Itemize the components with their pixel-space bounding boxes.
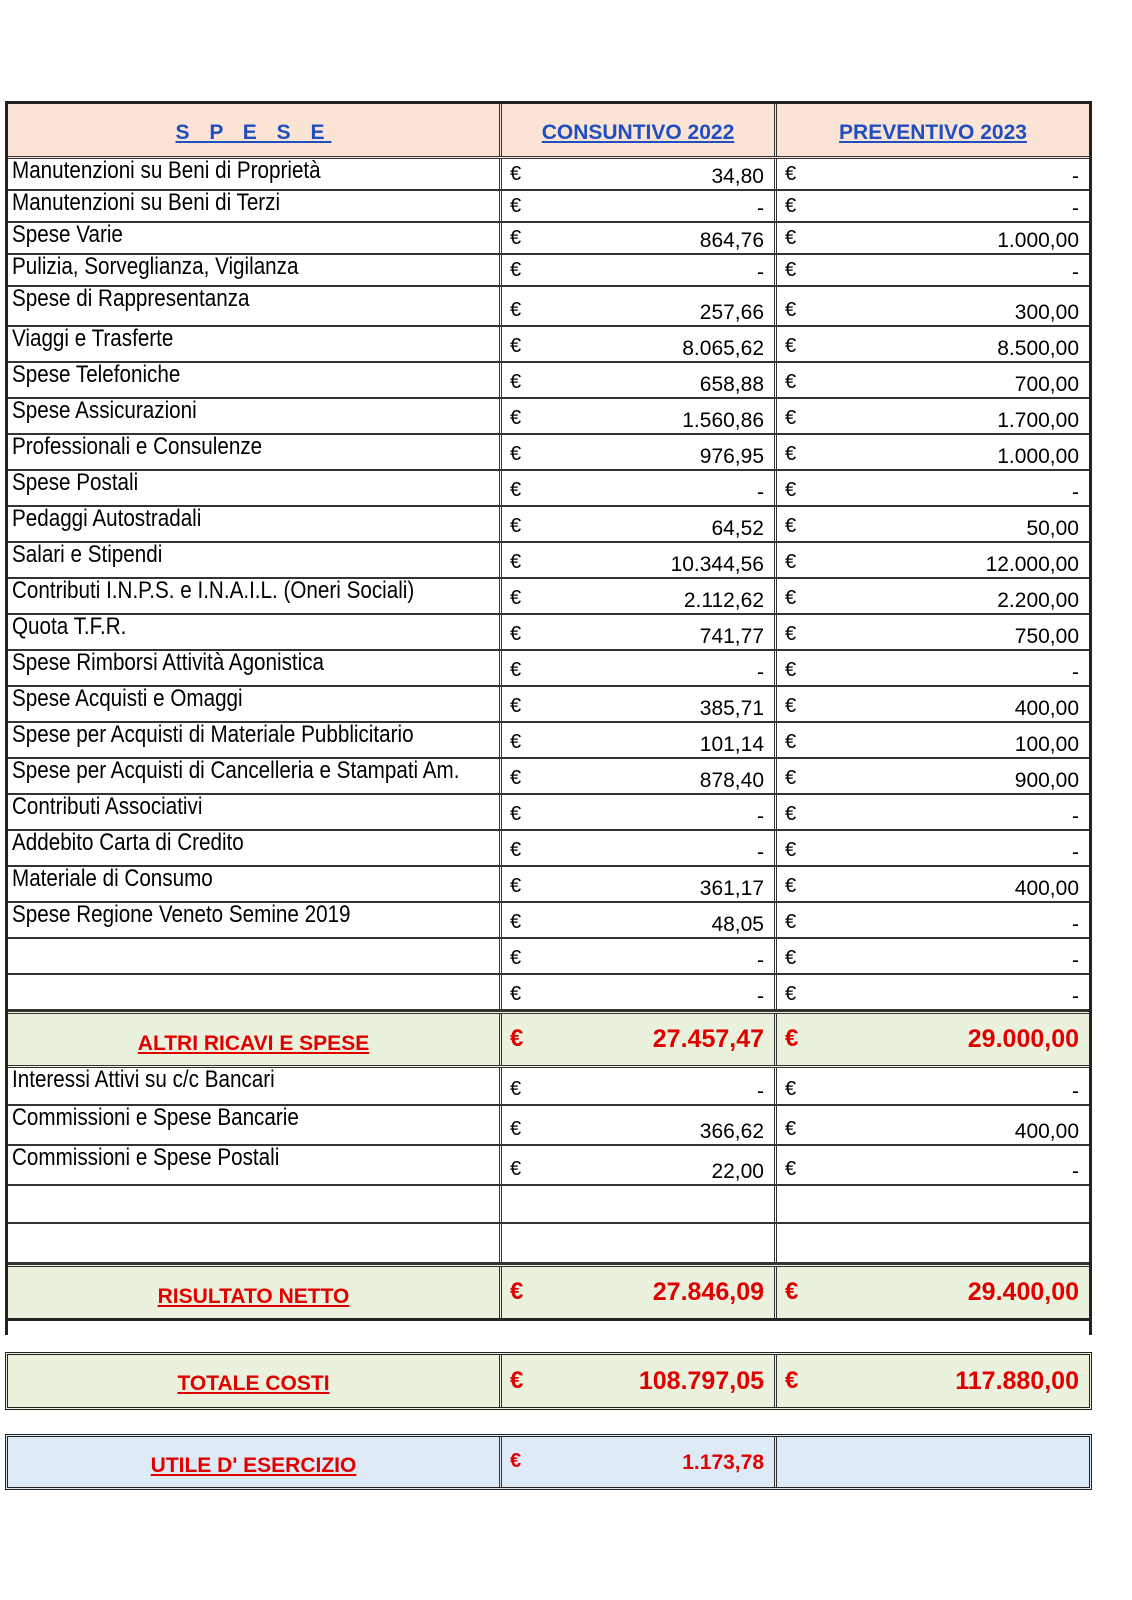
row-label: Professionali e Consulenze <box>12 435 263 460</box>
row-label: Interessi Attivi su c/c Bancari <box>12 1068 275 1093</box>
row-label: Pedaggi Autostradali <box>12 507 202 532</box>
spese-rows <box>8 159 1089 1011</box>
consuntivo-value: 976,95 <box>699 445 764 468</box>
euro-symbol: € <box>510 1025 524 1052</box>
euro-symbol: € <box>510 803 522 825</box>
consuntivo-value: 864,76 <box>699 229 764 252</box>
row-label: Commissioni e Spese Bancarie <box>12 1106 299 1131</box>
row-label: Pulizia, Sorveglianza, Vigilanza <box>12 255 299 280</box>
euro-symbol: € <box>785 1078 797 1100</box>
preventivo-value: 50,00 <box>1026 517 1079 540</box>
consuntivo-value: - <box>757 805 764 828</box>
row-label: Spese Acquisti e Omaggi <box>12 687 243 712</box>
row-label: Spese per Acquisti di Cancelleria e Stampati Am. <box>12 759 460 784</box>
euro-symbol: € <box>510 587 522 609</box>
utile-esercizio-row <box>5 1434 1092 1490</box>
euro-symbol: € <box>785 731 797 753</box>
preventivo-value: - <box>1072 841 1079 864</box>
row-label: Contributi I.N.P.S. e I.N.A.I.L. (Oneri Sociali) <box>12 579 415 604</box>
table-row <box>8 867 1089 903</box>
row-label: Commissioni e Spese Postali <box>12 1146 280 1171</box>
euro-symbol: € <box>510 1278 524 1305</box>
table-row <box>8 543 1089 579</box>
euro-symbol: € <box>510 623 522 645</box>
euro-symbol: € <box>785 623 797 645</box>
preventivo-value: 1.700,00 <box>997 409 1079 432</box>
euro-symbol: € <box>785 659 797 681</box>
euro-symbol: € <box>785 1118 797 1140</box>
preventivo-value: - <box>1072 805 1079 828</box>
preventivo-value: - <box>1072 261 1079 284</box>
totale-consuntivo: 108.797,05 <box>638 1367 764 1395</box>
risultato-label: RISULTATO NETTO <box>157 1285 350 1308</box>
table-row <box>8 327 1089 363</box>
preventivo-value: - <box>1072 1080 1079 1103</box>
euro-symbol: € <box>510 875 522 897</box>
table-row <box>8 191 1089 223</box>
table-row <box>8 507 1089 543</box>
preventivo-value: - <box>1072 661 1079 684</box>
euro-symbol: € <box>510 479 522 501</box>
consuntivo-value: 64,52 <box>711 517 764 540</box>
euro-symbol: € <box>785 983 797 1005</box>
euro-symbol: € <box>510 259 522 281</box>
preventivo-value: 400,00 <box>1014 1120 1079 1143</box>
row-label: Spese Assicurazioni <box>12 399 197 424</box>
preventivo-value: 300,00 <box>1014 301 1079 324</box>
euro-symbol: € <box>785 1025 799 1052</box>
table-row <box>8 615 1089 651</box>
totale-costi-row <box>5 1352 1092 1410</box>
totale-label: TOTALE COSTI <box>177 1372 330 1395</box>
row-label: Spese di Rappresentanza <box>12 287 250 312</box>
table-row <box>8 159 1089 191</box>
euro-symbol: € <box>510 839 522 861</box>
euro-symbol: € <box>510 371 522 393</box>
row-label: Materiale di Consumo <box>12 867 213 892</box>
preventivo-value: 700,00 <box>1014 373 1079 396</box>
euro-symbol: € <box>510 335 522 357</box>
euro-symbol: € <box>785 227 797 249</box>
table-row <box>8 287 1089 327</box>
table-row <box>8 471 1089 507</box>
table-row <box>8 1146 1089 1186</box>
consuntivo-value: 366,62 <box>699 1120 764 1143</box>
totale-preventivo: 117.880,00 <box>955 1367 1079 1395</box>
consuntivo-value: 2.112,62 <box>683 589 764 612</box>
euro-symbol: € <box>510 1158 522 1180</box>
euro-symbol: € <box>785 551 797 573</box>
table-row <box>8 687 1089 723</box>
risultato-consuntivo: 27.846,09 <box>652 1278 764 1306</box>
table-row <box>8 723 1089 759</box>
table-row <box>8 903 1089 939</box>
consuntivo-value: - <box>757 949 764 972</box>
euro-symbol: € <box>510 1078 522 1100</box>
preventivo-value: 100,00 <box>1014 733 1079 756</box>
preventivo-value: - <box>1072 197 1079 220</box>
table-row <box>8 939 1089 975</box>
preventivo-value: - <box>1072 1160 1079 1183</box>
euro-symbol: € <box>510 695 522 717</box>
consuntivo-value: 10.344,56 <box>670 553 764 576</box>
table-row <box>8 831 1089 867</box>
utile-label: UTILE D' ESERCIZIO <box>150 1454 357 1477</box>
euro-symbol: € <box>785 803 797 825</box>
consuntivo-value: - <box>757 261 764 284</box>
euro-symbol: € <box>510 407 522 429</box>
euro-symbol: € <box>785 695 797 717</box>
consuntivo-value: 1.560,86 <box>682 409 764 432</box>
preventivo-value: 750,00 <box>1014 625 1079 648</box>
consuntivo-value: 741,77 <box>699 625 764 648</box>
preventivo-value: 12.000,00 <box>985 553 1079 576</box>
preventivo-value: 400,00 <box>1014 877 1079 900</box>
consuntivo-value: - <box>757 197 764 220</box>
euro-symbol: € <box>785 443 797 465</box>
euro-symbol: € <box>510 731 522 753</box>
risultato-netto-row <box>8 1264 1089 1321</box>
table-row <box>8 399 1089 435</box>
table-row <box>8 579 1089 615</box>
table-row <box>8 975 1089 1011</box>
altri-ricavi-spese-row <box>8 1011 1089 1068</box>
euro-symbol: € <box>510 1118 522 1140</box>
euro-symbol: € <box>510 947 522 969</box>
preventivo-value: 1.000,00 <box>997 445 1079 468</box>
euro-symbol: € <box>510 983 522 1005</box>
row-label: Manutenzioni su Beni di Proprietà <box>12 159 321 184</box>
euro-symbol: € <box>510 1450 522 1472</box>
euro-symbol: € <box>785 479 797 501</box>
euro-symbol: € <box>510 659 522 681</box>
consuntivo-value: - <box>757 1080 764 1103</box>
preventivo-value: 2.200,00 <box>997 589 1079 612</box>
euro-symbol: € <box>510 227 522 249</box>
euro-symbol: € <box>510 163 522 185</box>
consuntivo-value: 101,14 <box>699 733 764 756</box>
table-row <box>8 435 1089 471</box>
preventivo-value: 900,00 <box>1014 769 1079 792</box>
euro-symbol: € <box>510 443 522 465</box>
row-label: Spese Regione Veneto Semine 2019 <box>12 903 351 928</box>
preventivo-value: - <box>1072 985 1079 1008</box>
euro-symbol: € <box>785 335 797 357</box>
table-row <box>8 1224 1089 1264</box>
utile-consuntivo: 1.173,78 <box>682 1451 764 1474</box>
table-row <box>8 795 1089 831</box>
preventivo-value: - <box>1072 481 1079 504</box>
preventivo-value: 400,00 <box>1014 697 1079 720</box>
consuntivo-value: - <box>757 985 764 1008</box>
consuntivo-value: 34,80 <box>711 165 764 188</box>
consuntivo-value: - <box>757 661 764 684</box>
table-row <box>8 223 1089 255</box>
consuntivo-value: 22,00 <box>711 1160 764 1183</box>
row-label: Addebito Carta di Credito <box>12 831 244 856</box>
preventivo-value: 8.500,00 <box>997 337 1079 360</box>
consuntivo-value: 257,66 <box>699 301 764 324</box>
consuntivo-value: 8.065,62 <box>682 337 764 360</box>
consuntivo-value: 385,71 <box>699 697 764 720</box>
altri-label: ALTRI RICAVI E SPESE <box>137 1032 370 1055</box>
table-row <box>8 759 1089 795</box>
euro-symbol: € <box>785 515 797 537</box>
euro-symbol: € <box>510 551 522 573</box>
euro-symbol: € <box>510 911 522 933</box>
euro-symbol: € <box>785 587 797 609</box>
expense-table <box>5 101 1092 1335</box>
euro-symbol: € <box>785 947 797 969</box>
euro-symbol: € <box>785 1158 797 1180</box>
table-header-row <box>8 104 1089 159</box>
euro-symbol: € <box>785 163 797 185</box>
header-consuntivo-2022: CONSUNTIVO 2022 <box>541 121 735 144</box>
consuntivo-value: 658,88 <box>699 373 764 396</box>
table-row <box>8 1068 1089 1106</box>
row-label: Quota T.F.R. <box>12 615 127 640</box>
euro-symbol: € <box>785 407 797 429</box>
euro-symbol: € <box>785 875 797 897</box>
preventivo-value: - <box>1072 949 1079 972</box>
risultato-preventivo: 29.400,00 <box>967 1278 1079 1306</box>
preventivo-value: - <box>1072 913 1079 936</box>
euro-symbol: € <box>510 1367 524 1394</box>
table-row <box>8 651 1089 687</box>
altri-preventivo: 29.000,00 <box>967 1025 1079 1053</box>
row-label: Spese per Acquisti di Materiale Pubblicitario <box>12 723 414 748</box>
euro-symbol: € <box>785 1278 799 1305</box>
row-label: Salari e Stipendi <box>12 543 163 568</box>
table-row <box>8 363 1089 399</box>
consuntivo-value: 361,17 <box>699 877 764 900</box>
euro-symbol: € <box>785 299 797 321</box>
euro-symbol: € <box>510 299 522 321</box>
preventivo-value: - <box>1072 165 1079 188</box>
consuntivo-value: 878,40 <box>699 769 764 792</box>
euro-symbol: € <box>785 195 797 217</box>
preventivo-value: 1.000,00 <box>997 229 1079 252</box>
table-row <box>8 255 1089 287</box>
altri-consuntivo: 27.457,47 <box>652 1025 764 1053</box>
row-label: Manutenzioni su Beni di Terzi <box>12 191 281 216</box>
row-label: Viaggi e Trasferte <box>12 327 174 352</box>
row-label: Spese Telefoniche <box>12 363 181 388</box>
altri-rows <box>8 1068 1089 1264</box>
euro-symbol: € <box>785 1367 799 1394</box>
header-preventivo-2023: PREVENTIVO 2023 <box>839 121 1027 144</box>
euro-symbol: € <box>785 911 797 933</box>
row-label: Spese Postali <box>12 471 139 496</box>
euro-symbol: € <box>510 515 522 537</box>
header-spese: S P E S E <box>175 121 332 144</box>
row-label: Spese Rimborsi Attività Agonistica <box>12 651 325 676</box>
euro-symbol: € <box>785 839 797 861</box>
consuntivo-value: - <box>757 841 764 864</box>
euro-symbol: € <box>785 259 797 281</box>
euro-symbol: € <box>785 371 797 393</box>
row-label: Contributi Associativi <box>12 795 203 820</box>
euro-symbol: € <box>510 767 522 789</box>
euro-symbol: € <box>785 767 797 789</box>
consuntivo-value: - <box>757 481 764 504</box>
euro-symbol: € <box>510 195 522 217</box>
row-label: Spese Varie <box>12 223 123 248</box>
consuntivo-value: 48,05 <box>711 913 764 936</box>
table-row <box>8 1106 1089 1146</box>
table-row <box>8 1186 1089 1224</box>
